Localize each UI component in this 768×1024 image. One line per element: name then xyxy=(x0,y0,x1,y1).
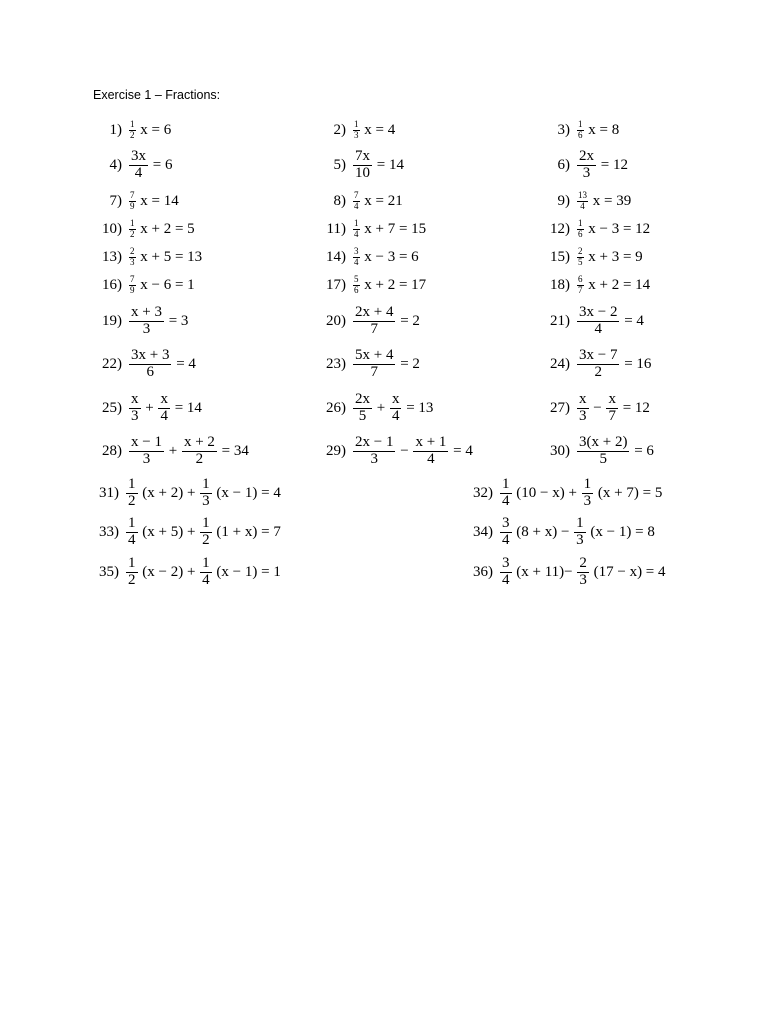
equation-text: = 12 xyxy=(597,156,632,173)
equation xyxy=(128,247,206,267)
denominator: 3 xyxy=(354,129,359,140)
equation xyxy=(576,120,623,140)
problem-number: 12) xyxy=(550,220,570,237)
problem-number: 3) xyxy=(557,121,570,138)
equation xyxy=(128,191,182,211)
equation-text: = 3 xyxy=(164,312,193,329)
problem-number: 20) xyxy=(326,312,346,329)
numerator: 1 xyxy=(578,218,583,229)
denominator: 4 xyxy=(134,164,143,181)
problem-number: 27) xyxy=(550,399,570,416)
numerator: 2x xyxy=(579,147,594,164)
denominator: 7 xyxy=(608,407,616,424)
denominator: 3 xyxy=(579,571,587,588)
problem-number: 18) xyxy=(550,276,570,293)
equation xyxy=(499,477,666,510)
equation xyxy=(128,392,206,425)
denominator: 4 xyxy=(128,531,136,548)
equation xyxy=(576,305,648,338)
equation xyxy=(125,556,285,589)
equation-text: x = 14 xyxy=(136,192,183,209)
denominator: 4 xyxy=(502,492,510,509)
equation-text: − xyxy=(589,399,606,416)
problem-number: 8) xyxy=(333,192,346,209)
fraction xyxy=(577,305,619,338)
fraction xyxy=(582,477,594,510)
denominator: 2 xyxy=(128,571,136,588)
fraction xyxy=(574,516,586,549)
numerator: x + 1 xyxy=(415,433,447,450)
denominator: 4 xyxy=(580,200,585,211)
fraction xyxy=(577,392,589,425)
numerator: 1 xyxy=(128,475,136,492)
denominator: 4 xyxy=(594,320,602,337)
fraction xyxy=(200,477,212,510)
numerator: 7 xyxy=(354,190,359,201)
problem-number: 5) xyxy=(333,156,346,173)
numerator: x + 2 xyxy=(183,433,215,450)
equation-text: x + 7 = 15 xyxy=(360,220,430,237)
equation-text: = 2 xyxy=(396,312,424,329)
fraction xyxy=(577,275,584,295)
denominator: 5 xyxy=(358,407,367,424)
equation xyxy=(352,219,430,239)
problem-number: 22) xyxy=(102,355,122,372)
problem-number: 32) xyxy=(473,484,493,501)
equation xyxy=(125,516,285,549)
problem-number: 14) xyxy=(326,248,346,265)
equation-text: x + 3 = 9 xyxy=(584,248,647,265)
fraction xyxy=(353,219,360,239)
denominator: 2 xyxy=(594,363,602,380)
fraction xyxy=(500,477,512,510)
equation-text: (17 − x) = 4 xyxy=(589,563,670,580)
equation-text: = 4 xyxy=(449,442,477,459)
problem-number: 23) xyxy=(326,355,346,372)
problem-number: 35) xyxy=(99,563,119,580)
numerator: 3x + 3 xyxy=(131,346,170,363)
denominator: 4 xyxy=(354,256,359,267)
equation-text: = 4 xyxy=(620,312,648,329)
fraction xyxy=(353,348,395,381)
equation-text: x + 2 = 17 xyxy=(360,276,430,293)
equation xyxy=(352,191,406,211)
numerator: 2x xyxy=(355,390,370,407)
fraction xyxy=(126,516,138,549)
fraction xyxy=(353,191,360,211)
fraction xyxy=(577,149,596,182)
fraction xyxy=(129,149,148,182)
numerator: 5x + 4 xyxy=(355,346,394,363)
equation-text: x − 6 = 1 xyxy=(136,276,199,293)
fraction xyxy=(353,120,360,140)
numerator: 1 xyxy=(202,514,210,531)
fraction xyxy=(577,556,589,589)
problem-number: 17) xyxy=(326,276,346,293)
denominator: 2 xyxy=(130,228,135,239)
equation-text: + xyxy=(373,399,389,416)
equation-text: x = 39 xyxy=(589,192,635,209)
equation xyxy=(576,247,646,267)
equation xyxy=(128,219,198,239)
equation xyxy=(352,275,430,295)
equation-text: = 2 xyxy=(396,355,424,372)
equation xyxy=(576,275,654,295)
equation xyxy=(499,516,659,549)
equation xyxy=(128,435,253,468)
numerator: 3x xyxy=(131,147,146,164)
denominator: 4 xyxy=(502,531,510,548)
problem-number: 7) xyxy=(109,192,122,209)
problem-number: 13) xyxy=(102,248,122,265)
denominator: 6 xyxy=(578,228,583,239)
problem-number: 6) xyxy=(557,156,570,173)
numerator: 1 xyxy=(202,475,210,492)
fraction xyxy=(577,435,629,468)
fraction xyxy=(577,348,619,381)
numerator: 1 xyxy=(130,218,135,229)
equation-text: (x − 1) = 8 xyxy=(586,523,659,540)
problem-number: 21) xyxy=(550,312,570,329)
denominator: 3 xyxy=(131,407,139,424)
problem-number: 11) xyxy=(326,220,346,237)
denominator: 4 xyxy=(502,571,510,588)
numerator: 1 xyxy=(576,514,584,531)
equation xyxy=(125,477,285,510)
equation xyxy=(352,392,437,425)
equation xyxy=(352,247,422,267)
fraction xyxy=(606,392,618,425)
denominator: 7 xyxy=(370,363,378,380)
numerator: 7 xyxy=(130,274,135,285)
denominator: 10 xyxy=(355,164,370,181)
problem-number: 24) xyxy=(550,355,570,372)
numerator: 2 xyxy=(579,554,587,571)
numerator: 2 xyxy=(578,246,583,257)
numerator: 2x − 1 xyxy=(355,433,394,450)
numerator: 1 xyxy=(202,554,210,571)
problem-number: 28) xyxy=(102,442,122,459)
equation xyxy=(576,435,658,468)
problem-number: 34) xyxy=(473,523,493,540)
numerator: 7x xyxy=(355,147,370,164)
problem-number: 10) xyxy=(102,220,122,237)
equation-text: − xyxy=(396,442,413,459)
equation-text: = 13 xyxy=(402,399,438,416)
equation-text: = 14 xyxy=(373,156,408,173)
problem-number: 30) xyxy=(550,442,570,459)
equation-text: = 6 xyxy=(149,156,177,173)
denominator: 4 xyxy=(354,200,359,211)
equation-text: = 4 xyxy=(172,355,200,372)
equation-text: x + 2 = 14 xyxy=(584,276,654,293)
equation xyxy=(352,348,424,381)
fraction xyxy=(353,149,372,182)
fraction xyxy=(129,191,136,211)
equation-text: = 34 xyxy=(217,442,253,459)
numerator: 2 xyxy=(130,246,135,257)
denominator: 4 xyxy=(160,407,168,424)
numerator: 1 xyxy=(578,119,583,130)
fraction xyxy=(577,191,588,211)
problem-number: 15) xyxy=(550,248,570,265)
equation xyxy=(352,435,477,468)
fraction xyxy=(200,556,212,589)
fraction xyxy=(353,247,360,267)
numerator: x xyxy=(579,390,587,407)
denominator: 3 xyxy=(582,164,591,181)
fraction xyxy=(129,435,164,468)
numerator: x xyxy=(391,390,400,407)
numerator: 3 xyxy=(354,246,359,257)
fraction xyxy=(500,556,512,589)
fraction xyxy=(129,348,171,381)
equation-text: (x − 1) = 1 xyxy=(212,563,285,580)
fraction xyxy=(353,435,395,468)
numerator: 3x − 2 xyxy=(579,303,618,320)
numerator: 3 xyxy=(502,554,510,571)
denominator: 5 xyxy=(599,450,607,467)
denominator: 9 xyxy=(130,284,135,295)
problem-number: 33) xyxy=(99,523,119,540)
equation-text: x + 5 = 13 xyxy=(136,248,206,265)
equation-text: (x + 11)− xyxy=(512,563,577,580)
denominator: 9 xyxy=(130,200,135,211)
denominator: 3 xyxy=(130,256,135,267)
numerator: 3x − 7 xyxy=(579,346,618,363)
equation-text: x − 3 = 6 xyxy=(360,248,423,265)
fraction xyxy=(353,305,395,338)
equation xyxy=(352,305,424,338)
numerator: x xyxy=(160,390,168,407)
equation-text: (x − 1) = 4 xyxy=(212,484,285,501)
denominator: 4 xyxy=(391,407,400,424)
fraction xyxy=(129,219,136,239)
fraction xyxy=(129,392,141,425)
equation-text: x = 21 xyxy=(360,192,407,209)
equation xyxy=(128,149,176,182)
numerator: 1 xyxy=(583,475,592,492)
problem-number: 29) xyxy=(326,442,346,459)
denominator: 7 xyxy=(578,284,583,295)
numerator: 1 xyxy=(128,514,136,531)
problem-number: 19) xyxy=(102,312,122,329)
denominator: 3 xyxy=(579,407,587,424)
numerator: x xyxy=(131,390,139,407)
fraction xyxy=(353,275,360,295)
numerator: 5 xyxy=(354,274,359,285)
equation-text: = 14 xyxy=(170,399,206,416)
denominator: 4 xyxy=(427,450,435,467)
fraction xyxy=(577,219,584,239)
equation xyxy=(128,275,198,295)
equation-text: (8 + x) − xyxy=(512,523,574,540)
fraction xyxy=(200,516,212,549)
problem-number: 26) xyxy=(326,399,346,416)
fraction xyxy=(577,247,584,267)
equation xyxy=(128,348,200,381)
fraction xyxy=(577,120,584,140)
problem-number: 25) xyxy=(102,399,122,416)
equation xyxy=(576,149,632,182)
denominator: 6 xyxy=(146,363,154,380)
denominator: 6 xyxy=(578,129,583,140)
equation-text: x = 4 xyxy=(360,121,399,138)
equation xyxy=(352,149,408,182)
problem-number: 1) xyxy=(109,121,122,138)
equation-text: = 6 xyxy=(630,442,658,459)
fraction xyxy=(158,392,170,425)
equation-text: x = 8 xyxy=(584,121,623,138)
numerator: x − 1 xyxy=(131,433,162,450)
equation xyxy=(128,305,192,338)
fraction xyxy=(413,435,448,468)
denominator: 3 xyxy=(370,450,378,467)
fraction xyxy=(500,516,512,549)
equation-text: + xyxy=(141,399,158,416)
numerator: 1 xyxy=(130,119,135,130)
fraction xyxy=(126,556,138,589)
denominator: 3 xyxy=(142,450,151,467)
equation-text: (x + 2) + xyxy=(138,484,200,501)
equation-text: + xyxy=(164,442,181,459)
equation-text: x − 3 = 12 xyxy=(584,220,654,237)
denominator: 2 xyxy=(128,492,136,509)
denominator: 2 xyxy=(130,129,135,140)
equation-text: (x + 7) = 5 xyxy=(594,484,667,501)
numerator: 1 xyxy=(354,119,359,130)
equation-text: (1 + x) = 7 xyxy=(212,523,285,540)
equation-text: = 16 xyxy=(620,355,656,372)
numerator: 6 xyxy=(578,274,583,285)
numerator: 1 xyxy=(502,475,510,492)
equation xyxy=(499,556,669,589)
denominator: 3 xyxy=(583,492,592,509)
fraction xyxy=(182,435,217,468)
numerator: 1 xyxy=(128,554,136,571)
numerator: 3 xyxy=(502,514,510,531)
problem-number: 31) xyxy=(99,484,119,501)
fraction xyxy=(390,392,402,425)
numerator: x + 3 xyxy=(131,303,162,320)
equation xyxy=(576,191,635,211)
numerator: x xyxy=(608,390,616,407)
denominator: 3 xyxy=(576,531,584,548)
denominator: 3 xyxy=(142,320,151,337)
denominator: 3 xyxy=(202,492,210,509)
numerator: 13 xyxy=(578,190,587,201)
equation-text: (x − 2) + xyxy=(138,563,200,580)
denominator: 2 xyxy=(195,450,204,467)
equation xyxy=(576,392,654,425)
fraction xyxy=(353,392,372,425)
numerator: 7 xyxy=(130,190,135,201)
numerator: 3(x + 2) xyxy=(579,433,628,450)
denominator: 5 xyxy=(578,256,583,267)
equation xyxy=(576,348,655,381)
problem-number: 2) xyxy=(333,121,346,138)
equation-text: x + 2 = 5 xyxy=(136,220,199,237)
fraction xyxy=(126,477,138,510)
equation-text: x = 6 xyxy=(136,121,175,138)
equation-text: (10 − x) + xyxy=(512,484,581,501)
equation-text: (x + 5) + xyxy=(138,523,200,540)
denominator: 2 xyxy=(202,531,210,548)
fraction xyxy=(129,120,136,140)
equation xyxy=(352,120,399,140)
numerator: 2x + 4 xyxy=(355,303,394,320)
denominator: 4 xyxy=(354,228,359,239)
denominator: 6 xyxy=(354,284,359,295)
problem-number: 9) xyxy=(557,192,570,209)
problem-number: 4) xyxy=(109,156,122,173)
equation xyxy=(128,120,175,140)
problem-number: 36) xyxy=(473,563,493,580)
equation-text: = 12 xyxy=(618,399,654,416)
denominator: 4 xyxy=(202,571,210,588)
equation xyxy=(576,219,654,239)
denominator: 7 xyxy=(370,320,378,337)
page-title: Exercise 1 – Fractions: xyxy=(93,88,221,102)
numerator: 1 xyxy=(354,218,359,229)
problem-number: 16) xyxy=(102,276,122,293)
fraction xyxy=(129,247,136,267)
fraction xyxy=(129,305,164,338)
fraction xyxy=(129,275,136,295)
